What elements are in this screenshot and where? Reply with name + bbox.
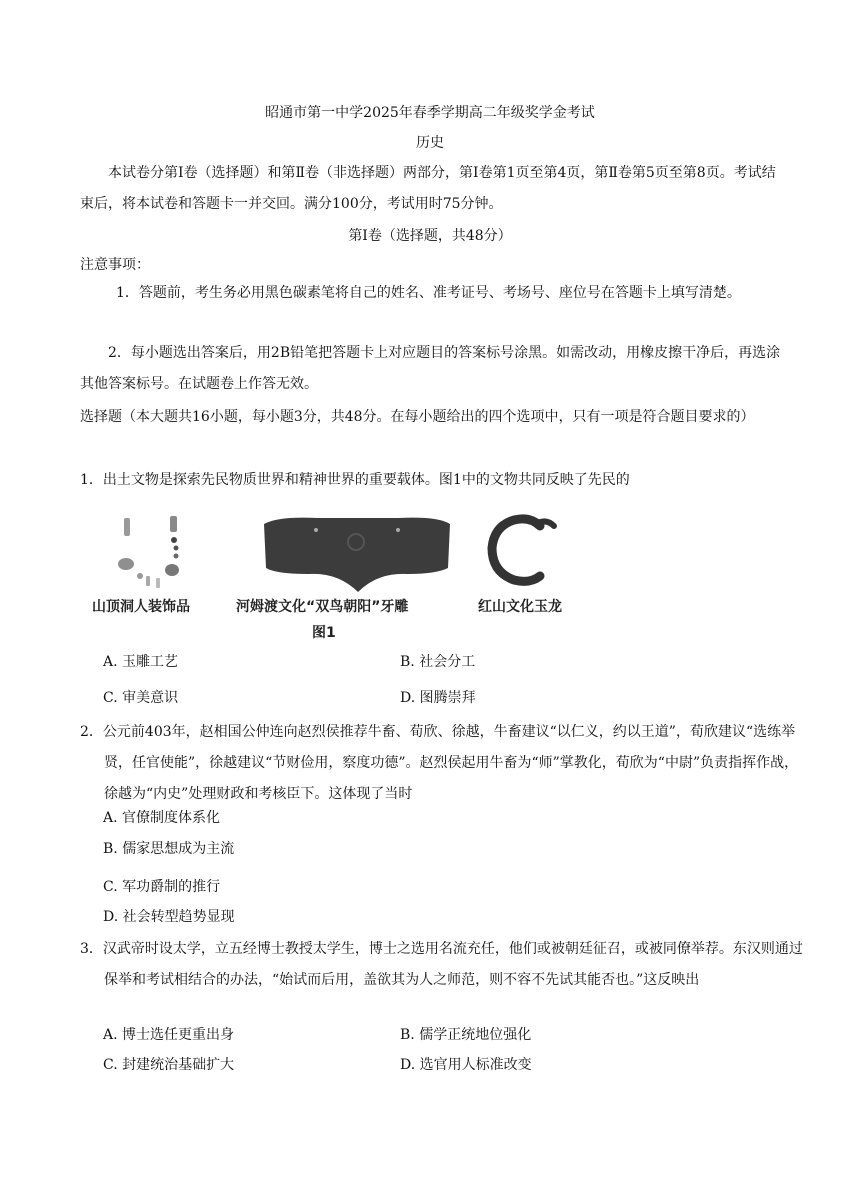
option-c: C. 军功爵制的推行 [103,879,221,895]
option-d: D. 社会转型趋势显现 [103,909,235,925]
option-a: A. 玉雕工艺 [103,654,179,670]
section-instruction: 选择题（本大题共16小题，每小题3分，共48分。在每小题给出的四个选项中，只有一项是符合题目要求的） [80,409,755,425]
figure-label: 图1 [312,625,336,641]
option-d: D. 选官用人标准改变 [400,1057,532,1073]
question-stem: 3．汉武帝时设太学，立五经博士教授太学生，博士之选用名流充任，他们或被朝廷征召，或被同僚举荐。东汉则通过保举和考试相结合的办法，“始试而后用，盖欲其为人之师范，则不容不先试其能否也。”这反映出 [80,941,803,988]
figure-caption: 河姆渡文化“双鸟朝阳”牙雕 [236,599,409,615]
option-c: C. 审美意识 [103,690,179,706]
exam-title: 昭通市第一中学2025年春季学期高二年级奖学金考试 [265,105,595,121]
figure-caption: 山顶洞人装饰品 [92,599,190,615]
question-stem: 1．出土文物是探索先民物质世界和精神世界的重要载体。图1中的文物共同反映了先民的 [80,472,630,488]
ivory-carving-figure [258,512,454,594]
option-c: C. 封建统治基础扩大 [103,1057,235,1073]
part-title: 第Ⅰ卷（选择题，共48分） [348,228,512,244]
notice-item: 2．每小题选出答案后，用2B铅笔把答题卡上对应题目的答案标号涂黑。如需改动，用橡皮擦干净后，再选涂其他答案标号。在试题卷上作答无效。 [80,345,781,392]
option-b: B. 儒家思想成为主流 [103,841,235,857]
shell-ornaments-figure [110,512,190,592]
figure-caption: 红山文化玉龙 [478,599,562,615]
option-b: B. 儒学正统地位强化 [400,1027,532,1043]
question-stem: 2．公元前403年，赵相国公仲连向赵烈侯推荐牛畜、荀欣、徐越，牛畜建议“以仁义，约以王道”，荀欣建议“选练举贤，任官使能”，徐越建议“节财俭用，察度功德”。赵烈侯起用牛畜为“师”掌教化，荀欣为“中尉”负责指挥作战，徐越为“内史”处理财政和考核臣下。这体现了当时 [80,724,799,802]
notice-item: 1．答题前，考生务必用黑色碳素笔将自己的姓名、准考证号、考场号、座位号在答题卡上填写清楚。 [116,285,741,301]
option-a: A. 官僚制度体系化 [103,810,221,826]
intro-paragraph: 本试卷分第Ⅰ卷（选择题）和第Ⅱ卷（非选择题）两部分，第Ⅰ卷第1页至第4页，第Ⅱ卷第5页至第8页。考试结束后，将本试卷和答题卡一并交回。满分100分，考试用时75分钟。 [80,165,776,212]
jade-dragon-figure [480,510,560,592]
notice-heading: 注意事项： [80,257,150,273]
subject-title: 历史 [416,135,444,151]
option-a: A. 博士选任更重出身 [103,1027,235,1043]
option-d: D. 图腾崇拜 [400,690,476,706]
option-b: B. 社会分工 [400,654,476,670]
